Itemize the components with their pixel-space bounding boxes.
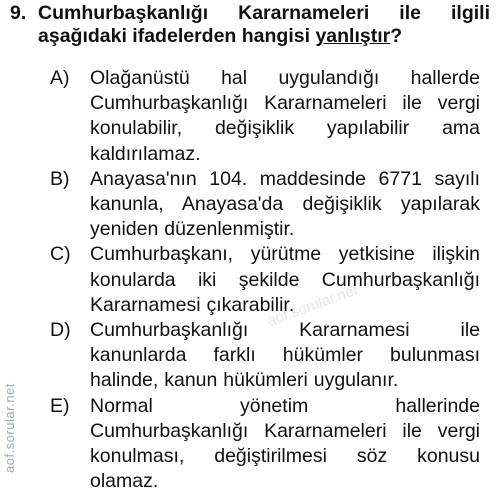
question-mark: ? bbox=[390, 25, 403, 47]
option-letter: E) bbox=[50, 394, 70, 417]
option-text: Cumhurbaşkanı, yürütme yetkisine ilişkin konularda iki şekilde Cumhurbaşkanlığı Kararnamesi çıkarabilir. bbox=[90, 243, 480, 316]
option-text: Normal yönetim hallerinde Cumhurbaşkanlığı Kararnameleri ile vergi konulması, değiştirilmesi söz konusu olamaz. bbox=[90, 394, 480, 493]
side-watermark: aof.sorular.net bbox=[2, 383, 17, 473]
option-letter: C) bbox=[50, 243, 71, 266]
answer-options bbox=[50, 66, 480, 494]
option-text: Olağanüstü hal uygulandığı hallerde Cumhurbaşkanlığı Kararnameleri ile vergi konulabilir, değişiklik yapılabilir ama kaldırılamaz. bbox=[90, 67, 480, 165]
option-d[interactable] bbox=[50, 318, 480, 394]
diagonal-watermark: aof.sorular.net bbox=[265, 281, 361, 330]
question-heading bbox=[10, 2, 490, 48]
question-text bbox=[38, 2, 490, 48]
option-letter: B) bbox=[50, 167, 70, 190]
question-number: 9. bbox=[10, 2, 27, 24]
question-emphasis: yanlıştır bbox=[315, 25, 391, 47]
option-letter: A) bbox=[50, 67, 70, 89]
option-text: Anayasa'nın 104. maddesinde 6771 sayılı kanunla, Anayasa'da değişiklik yapılarak yeniden düzenlenmiştir. bbox=[90, 167, 480, 241]
option-letter: D) bbox=[50, 319, 71, 342]
option-a[interactable] bbox=[50, 66, 480, 167]
option-e[interactable] bbox=[50, 394, 480, 494]
option-b[interactable] bbox=[50, 167, 480, 243]
question bbox=[10, 2, 490, 48]
option-c[interactable] bbox=[50, 242, 480, 318]
option-text: Cumhurbaşkanlığı Kararnamesi ile kanunlarda farklı hükümler bulunması halinde, kanun hükümleri uygulanır. bbox=[90, 319, 480, 392]
question-text-main: Cumhurbaşkanlığı Kararnameleri ile ilgili aşağıdaki ifadelerden hangisi bbox=[38, 2, 490, 47]
